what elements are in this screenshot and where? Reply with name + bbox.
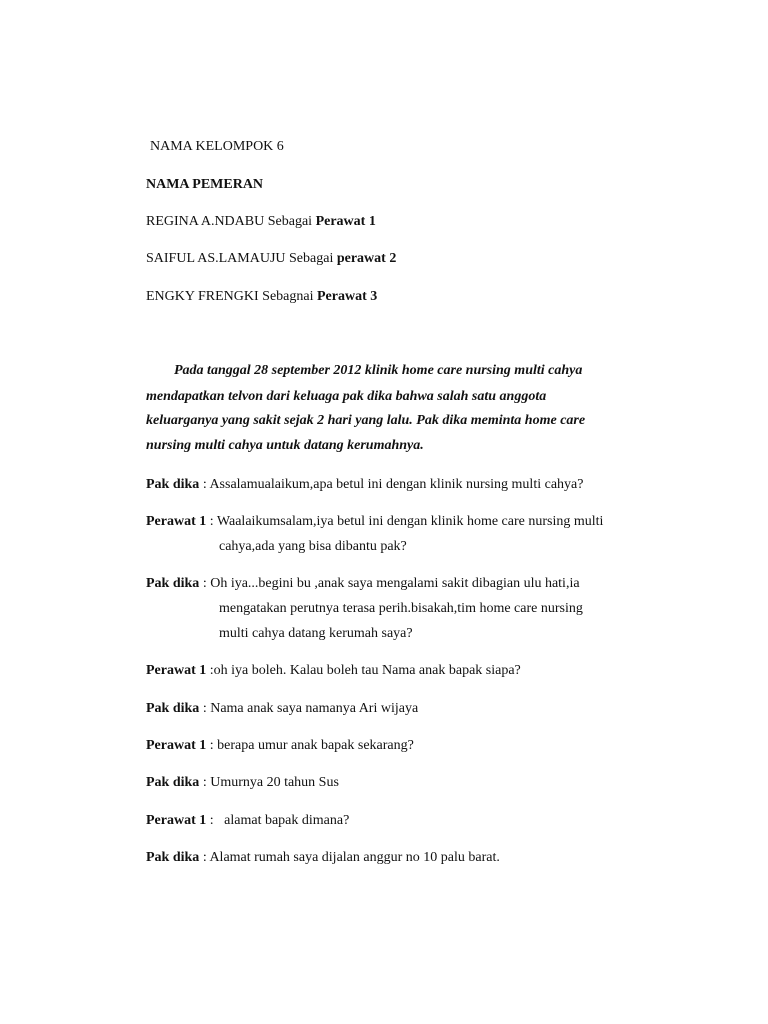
cast-line [146, 288, 377, 306]
dialogue-line [146, 700, 418, 718]
speaker-name: Perawat 1 [146, 514, 207, 529]
cast-heading: NAMA PEMERAN [146, 177, 264, 192]
group-title: NAMA KELOMPOK 6 [150, 139, 284, 154]
speaker-name: Pak dika [146, 775, 200, 790]
dialogue-line [146, 575, 580, 593]
intro-line: Pada tanggal 28 september 2012 klinik home care nursing multi cahya [174, 363, 583, 378]
speaker-name: Perawat 1 [146, 663, 207, 678]
cast-name: ENGKY FRENGKI [146, 289, 259, 304]
dialogue-line [146, 849, 500, 867]
cast-role: Perawat 1 [315, 214, 376, 229]
dialogue-text: Assalamualaikum,apa betul ini dengan klinik nursing multi cahya? [209, 477, 584, 492]
cast-name: SAIFUL AS.LAMAUJU [146, 251, 286, 266]
intro-line: mendapatkan telvon dari keluaga pak dika bahwa salah satu anggota [146, 389, 547, 404]
intro-line: nursing multi cahya untuk datang kerumahnya. [146, 438, 424, 453]
dialogue-line [146, 513, 603, 531]
cast-line [146, 213, 376, 231]
dialogue-text: Nama anak saya namanya Ari wijaya [210, 701, 419, 716]
dialogue-continuation: cahya,ada yang bisa dibantu pak? [219, 539, 407, 554]
cast-role: perawat 2 [336, 251, 397, 266]
cast-role: Perawat 3 [316, 289, 378, 304]
dialogue-continuation: mengatakan perutnya terasa perih.bisakah,tim home care nursing [219, 601, 583, 616]
speaker-name: Pak dika [146, 701, 200, 716]
dialogue-text: berapa umur anak bapak sekarang? [217, 738, 414, 753]
dialogue-line [146, 476, 583, 494]
speaker-name: Perawat 1 [146, 738, 207, 753]
speaker-name: Perawat 1 [146, 813, 207, 828]
separator: : [206, 813, 218, 828]
speaker-name: Pak dika [146, 850, 200, 865]
intro-line: keluarganya yang sakit sejak 2 hari yang lalu. Pak dika meminta home care [146, 413, 586, 428]
dialogue-text: Waalaikumsalam,iya betul ini dengan klinik home care nursing multi [216, 514, 604, 529]
dialogue-line [146, 774, 339, 792]
separator: : [199, 576, 211, 591]
dialogue-text: Alamat rumah saya dijalan anggur no 10 palu barat. [209, 850, 500, 865]
cast-role-prefix: Sebagnai [262, 289, 314, 304]
separator: : [199, 775, 211, 790]
separator: : [199, 477, 210, 492]
cast-role-prefix: Sebagai [267, 214, 313, 229]
cast-name: REGINA A.NDABU [146, 214, 265, 229]
dialogue-text: Umurnya 20 tahun Sus [210, 775, 339, 790]
dialogue-line [146, 662, 521, 680]
dialogue-line [146, 737, 414, 755]
separator: : [199, 850, 210, 865]
speaker-name: Pak dika [146, 477, 200, 492]
dialogue-text: oh iya boleh. Kalau boleh tau Nama anak bapak siapa? [213, 663, 521, 678]
separator: : [199, 701, 211, 716]
separator: : [206, 514, 217, 529]
separator: : [206, 663, 214, 678]
dialogue-continuation: multi cahya datang kerumah saya? [219, 626, 413, 641]
speaker-name: Pak dika [146, 576, 200, 591]
dialogue-line [146, 812, 349, 830]
dialogue-text: Oh iya...begini bu ,anak saya mengalami sakit dibagian ulu hati,ia [210, 576, 580, 591]
separator: : [206, 738, 218, 753]
cast-role-prefix: Sebagai [289, 251, 334, 266]
dialogue-text: alamat bapak dimana? [217, 813, 350, 828]
cast-line [146, 250, 396, 268]
